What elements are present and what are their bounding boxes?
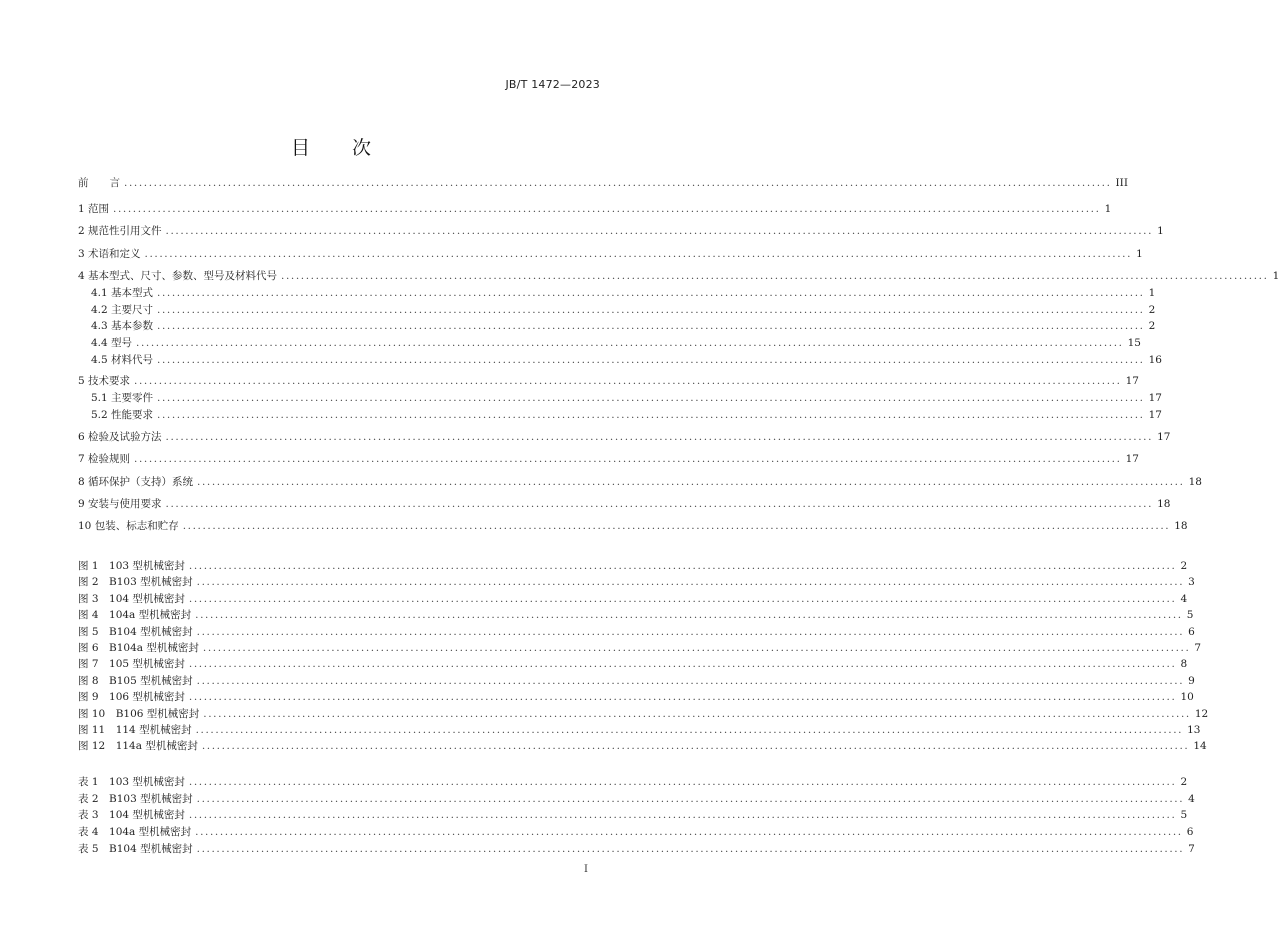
figure-entry[interactable] [78,723,1201,737]
toc-entry[interactable] [78,202,1112,216]
dot-leader: ........................................................................................................................................................................................................ [182,520,1171,532]
toc-entry[interactable] [78,475,1202,489]
table-entry[interactable] [78,825,1194,839]
dot-leader: ........................................................................................................................................................................................................ [136,337,1124,349]
toc-entry-page: 6 [1186,826,1194,839]
toc-entry[interactable] [78,519,1188,533]
page-number: I [584,864,588,875]
toc-entry-label: 图 10 B106 型机械密封 [78,707,200,720]
table-entry[interactable] [78,775,1188,789]
toc-entry-page: 1 [1157,225,1164,237]
toc-entry-page: 1 [1104,203,1112,215]
toc-entry-label: 4.1 基本型式 [91,287,154,299]
dot-leader: ........................................................................................................................................................................................................ [157,392,1145,404]
dot-leader: ........................................................................................................................................................................................................ [124,177,1112,189]
toc-entry-label: 图 11 114 型机械密封 [78,724,192,736]
toc-entry-label: 6 检验及试验方法 [78,431,162,443]
dot-leader: ........................................................................................................................................................................................................ [113,203,1101,215]
toc-entry-label: 7 检验规则 [78,453,131,465]
standard-code: JB/T 1472—2023 [505,78,600,91]
figure-entry[interactable] [78,608,1194,622]
toc-entry[interactable] [91,286,1156,300]
dot-leader: ........................................................................................................................................................................................................ [188,691,1177,704]
toc-entry-label: 4.5 材料代号 [91,354,154,366]
toc-entry[interactable] [91,353,1162,367]
dot-leader: ........................................................................................................................................................................................................ [188,658,1177,671]
toc-entry-label: 4.4 型号 [91,337,133,349]
toc-entry[interactable] [78,176,1128,190]
toc-entry-page: 1 [1136,248,1143,260]
toc-entry-page: 4 [1188,792,1195,805]
toc-entry[interactable] [91,408,1162,422]
dot-leader: ........................................................................................................................................................................................................ [202,642,1191,654]
toc-entry-label: 图 4 104a 型机械密封 [78,609,192,622]
toc-entry-label: 图 8 B105 型机械密封 [78,674,193,687]
toc-entry-label: 图 3 104 型机械密封 [78,592,185,605]
toc-entry-page: 10 [1180,691,1194,704]
toc-entry-label: 2 规范性引用文件 [78,225,162,237]
toc-entry[interactable] [78,247,1143,261]
toc-entry[interactable] [91,336,1141,350]
toc-entry-label: 图 2 B103 型机械密封 [78,576,193,589]
toc-entry-label: 前 言 [78,177,120,189]
toc-entry-page: III [1115,177,1128,189]
dot-leader: ........................................................................................................................................................................................................ [157,304,1145,316]
toc-entry-label: 图 1 103 型机械密封 [78,560,185,572]
toc-entry-page: 2 [1148,304,1156,316]
dot-leader: ........................................................................................................................................................................................................ [188,592,1177,605]
dot-leader: ........................................................................................................................................................................................................ [157,409,1145,421]
toc-entry-page: 3 [1188,576,1195,589]
toc-entry-label: 1 范围 [78,203,110,215]
toc-entry-page: 17 [1157,431,1171,443]
figure-entry[interactable] [78,674,1195,688]
toc-entry-page: 1 [1148,287,1156,299]
dot-leader: ........................................................................................................................................................................................................ [196,576,1185,589]
toc-entry-page: 2 [1148,320,1156,332]
dot-leader: ........................................................................................................................................................................................................ [134,375,1122,387]
toc-entry-label: 表 5 B104 型机械密封 [78,842,193,855]
toc-entry-label: 表 3 104 型机械密封 [78,809,185,822]
dot-leader: ........................................................................................................................................................................................................ [196,674,1185,687]
toc-entry-page: 4 [1180,592,1188,605]
toc-entry-page: 6 [1188,625,1195,638]
toc-entry-page: 8 [1180,658,1188,671]
dot-leader: ........................................................................................................................................................................................................ [196,842,1185,855]
dot-leader: ........................................................................................................................................................................................................ [188,560,1177,572]
toc-entry-page: 5 [1180,809,1188,822]
dot-leader: ........................................................................................................................................................................................................ [195,609,1183,622]
toc-entry[interactable] [91,303,1156,317]
dot-leader: ........................................................................................................................................................................................................ [196,625,1185,638]
figure-entry[interactable] [78,707,1209,721]
toc-entry-page: 2 [1180,776,1188,788]
toc-entry-label: 图 12 114a 型机械密封 [78,740,198,753]
toc-entry-page: 2 [1180,560,1188,572]
toc-entry[interactable] [78,452,1139,466]
dot-leader: ........................................................................................................................................................................................................ [197,476,1185,488]
figure-entry[interactable] [78,625,1195,639]
toc-entry-page: 5 [1186,609,1194,622]
toc-entry-page: 17 [1148,392,1162,404]
dot-leader: ........................................................................................................................................................................................................ [165,498,1154,510]
toc-entry[interactable] [91,319,1156,333]
toc-entry-label: 8 循环保护（支持）系统 [78,476,194,488]
toc-entry-page: 14 [1193,740,1207,753]
dot-leader: ........................................................................................................................................................................................................ [195,724,1184,736]
toc-entry-label: 图 9 106 型机械密封 [78,691,185,704]
toc-entry-label: 表 4 104a 型机械密封 [78,826,192,839]
toc-entry-page: 1 [1272,270,1279,282]
toc-entry-page: 13 [1187,724,1201,736]
toc-entry-label: 表 1 103 型机械密封 [78,776,185,788]
toc-entry-label: 9 安装与使用要求 [78,498,162,510]
dot-leader: ........................................................................................................................................................................................................ [196,792,1185,805]
dot-leader: ........................................................................................................................................................................................................ [203,707,1191,720]
figure-entry[interactable] [78,657,1188,671]
toc-entry-label: 3 术语和定义 [78,248,141,260]
toc-entry-label: 图 5 B104 型机械密封 [78,625,193,638]
dot-leader: ........................................................................................................................................................................................................ [157,287,1145,299]
dot-leader: ........................................................................................................................................................................................................ [188,809,1177,822]
toc-entry-label: 图 6 B104a 型机械密封 [78,642,199,654]
dot-leader: ........................................................................................................................................................................................................ [157,354,1145,366]
toc-entry-page: 18 [1157,498,1171,510]
toc-entry-label: 图 7 105 型机械密封 [78,658,185,671]
figure-entry[interactable] [78,575,1195,589]
figure-entry[interactable] [78,641,1202,655]
toc-entry-label: 5 技术要求 [78,375,131,387]
figure-entry[interactable] [78,690,1194,704]
toc-entry-page: 17 [1125,375,1139,387]
toc-entry-page: 18 [1188,476,1202,488]
toc-entry[interactable] [78,224,1164,238]
toc-entry-label: 5.2 性能要求 [91,409,154,421]
toc-entry-page: 17 [1125,453,1139,465]
toc-entry[interactable] [78,374,1139,388]
dot-leader: ........................................................................................................................................................................................................ [165,225,1154,237]
figure-entry[interactable] [78,559,1188,573]
dot-leader: ........................................................................................................................................................................................................ [188,776,1177,788]
toc-entry[interactable] [78,497,1171,511]
toc-entry-label: 5.1 主要零件 [91,392,154,404]
toc-entry-page: 9 [1188,674,1195,687]
table-entry[interactable] [78,792,1195,806]
toc-entry-page: 18 [1174,520,1188,532]
toc-entry[interactable] [78,430,1171,444]
toc-entry-page: 7 [1194,642,1202,654]
table-entry[interactable] [78,842,1195,856]
toc-entry-page: 17 [1148,409,1162,421]
page-title: 目次 [290,137,413,159]
dot-leader: ........................................................................................................................................................................................................ [201,740,1190,753]
figure-entry[interactable] [78,739,1207,753]
toc-entry-page: 12 [1194,707,1209,720]
toc-entry-page: 15 [1127,337,1141,349]
toc-entry[interactable] [91,391,1162,405]
toc-entry-label: 4.2 主要尺寸 [91,304,154,316]
dot-leader: ........................................................................................................................................................................................................ [165,431,1154,443]
toc-entry-label: 10 包装、标志和贮存 [78,520,179,532]
toc-entry-page: 16 [1148,354,1162,366]
dot-leader: ........................................................................................................................................................................................................ [134,453,1122,465]
figure-entry[interactable] [78,592,1188,606]
table-entry[interactable] [78,808,1188,822]
dot-leader: ........................................................................................................................................................................................................ [144,248,1133,260]
dot-leader: ........................................................................................................................................................................................................ [281,270,1269,282]
dot-leader: ........................................................................................................................................................................................................ [157,320,1145,332]
toc-entry-page: 7 [1188,842,1195,855]
toc-entry-label: 表 2 B103 型机械密封 [78,792,193,805]
toc-entry[interactable] [78,269,1279,283]
dot-leader: ........................................................................................................................................................................................................ [195,826,1183,839]
toc-entry-label: 4.3 基本参数 [91,320,154,332]
toc-entry-label: 4 基本型式、尺寸、参数、型号及材料代号 [78,270,278,282]
